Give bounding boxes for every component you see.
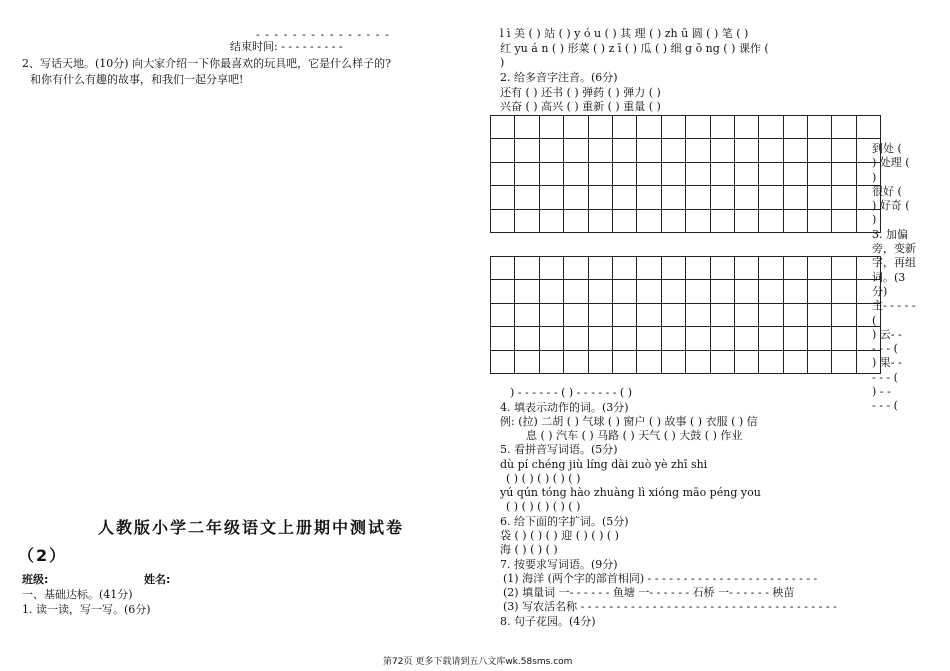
grid-cell xyxy=(612,116,636,139)
grid-cell xyxy=(588,116,612,139)
grid-cell xyxy=(515,139,539,162)
grid-row xyxy=(491,209,881,232)
polyphone-row-1: 还有 ( ) 还书 ( ) 弹药 ( ) 弹力 ( ) xyxy=(500,86,661,99)
grid-cell xyxy=(734,350,758,373)
grid-cell xyxy=(612,257,636,280)
grid-cell xyxy=(661,162,685,185)
grid-cell xyxy=(734,209,758,232)
grid-cell xyxy=(564,139,588,162)
grid-cell xyxy=(515,162,539,185)
grid-cell xyxy=(539,280,563,303)
grid-cell xyxy=(832,327,856,350)
grid-cell xyxy=(491,139,515,162)
grid-row xyxy=(491,257,881,280)
pinyin-words-2: yú qún tóng hào zhuàng lì xióng māo péng you xyxy=(500,486,761,499)
grid-cell xyxy=(783,303,807,326)
grid-cell xyxy=(564,350,588,373)
grid-cell xyxy=(759,139,783,162)
grid-cell xyxy=(588,139,612,162)
grid-cell xyxy=(661,327,685,350)
grid-cell xyxy=(588,303,612,326)
grid-cell xyxy=(710,209,734,232)
polyphone-row-2: 兴奋 ( ) 高兴 ( ) 重新 ( ) 重量 ( ) xyxy=(500,100,661,113)
grid-cell xyxy=(832,186,856,209)
pinyin-words-1: dù pí chéng jiù líng dài zuò yè zhī shi xyxy=(500,458,708,471)
grid-cell xyxy=(710,280,734,303)
answer-blanks-1: ( ) ( ) ( ) ( ) ( ) xyxy=(506,472,581,485)
end-time: 结束时间: - - - - - - - - - xyxy=(230,40,343,53)
grid-cell xyxy=(832,257,856,280)
grid-cell xyxy=(491,327,515,350)
grid-cell xyxy=(564,116,588,139)
side-line: - - - ( xyxy=(872,370,898,384)
grid-cell xyxy=(808,139,832,162)
grid-cell xyxy=(588,162,612,185)
question-1-heading: 1. 读一读，写一写。(6分) xyxy=(22,603,151,616)
grid-cell xyxy=(783,139,807,162)
grid-cell xyxy=(783,186,807,209)
grid-cell xyxy=(539,303,563,326)
grid-cell xyxy=(759,186,783,209)
side-line: 3. 加偏 xyxy=(872,227,908,241)
grid-cell xyxy=(637,303,661,326)
grid-row xyxy=(491,303,881,326)
grid-cell xyxy=(710,186,734,209)
grid-cell xyxy=(759,257,783,280)
side-line: 到处 ( xyxy=(872,142,902,155)
grid-row xyxy=(491,116,881,139)
side-line: ) - - xyxy=(872,385,891,399)
grid-cell xyxy=(710,327,734,350)
grid-cell xyxy=(759,209,783,232)
grid-cell xyxy=(808,350,832,373)
grid-cell xyxy=(539,209,563,232)
grid-cell xyxy=(808,257,832,280)
question-6-row-1: 袋 ( ) ( ) ( ) 迎 ( ) ( ) ( ) xyxy=(500,529,619,542)
grid-cell xyxy=(612,162,636,185)
grid-cell xyxy=(661,116,685,139)
grid-cell xyxy=(564,209,588,232)
grid-row xyxy=(491,280,881,303)
side-column xyxy=(872,142,932,414)
grid-cell xyxy=(710,257,734,280)
grid-cell xyxy=(759,280,783,303)
grid-cell xyxy=(759,162,783,185)
side-line: ) xyxy=(872,213,877,227)
grid-cell xyxy=(539,139,563,162)
grid-cell xyxy=(588,350,612,373)
grid-cell xyxy=(588,257,612,280)
grid-cell xyxy=(637,280,661,303)
grid-cell xyxy=(686,116,710,139)
grid-cell xyxy=(564,327,588,350)
question-2-prompt: 2、写话天地。(10分) 向大家介绍一下你最喜欢的玩具吧，它是什么样子的? xyxy=(22,57,391,70)
grid-cell xyxy=(686,257,710,280)
grid-cell xyxy=(612,303,636,326)
grid-cell xyxy=(491,209,515,232)
question-4-heading: 4. 填表示动作的词。(3分) xyxy=(500,401,629,414)
grid-cell xyxy=(637,186,661,209)
side-line: 分) xyxy=(872,284,888,298)
question-8-heading: 8. 句子花园。(4分) xyxy=(500,615,596,628)
grid-cell xyxy=(661,186,685,209)
side-line: ) xyxy=(872,170,877,184)
grid-cell xyxy=(661,139,685,162)
side-line: ) 果- - xyxy=(872,356,902,370)
grid-cell xyxy=(783,209,807,232)
question-6-heading: 6. 给下面的字扩词。(5分) xyxy=(500,515,629,528)
grid-cell xyxy=(686,209,710,232)
grid-cell xyxy=(734,327,758,350)
grid-cell xyxy=(564,186,588,209)
grid-cell xyxy=(783,350,807,373)
section-1-heading: 一、基础达标。(41分) xyxy=(22,588,133,601)
grid-cell xyxy=(515,280,539,303)
grid-cell xyxy=(515,350,539,373)
side-line: 主- - - - - xyxy=(872,299,916,313)
grid-cell xyxy=(564,303,588,326)
grid-cell xyxy=(832,116,856,139)
grid-cell xyxy=(515,327,539,350)
pinyin-row-1: l ì 美 ( ) 站 ( ) y ó u ( ) 其 理 ( ) zh ū 圆 ( ) 笔 ( ) xyxy=(500,27,749,40)
grid-row xyxy=(491,139,881,162)
question-2-polyphone: 2. 给多音字注音。(6分) xyxy=(500,71,618,84)
grid-cell xyxy=(612,327,636,350)
grid-cell xyxy=(759,327,783,350)
grid-cell xyxy=(734,186,758,209)
side-line: 很好 ( xyxy=(872,184,902,198)
grid-cell xyxy=(710,139,734,162)
grid-cell xyxy=(734,116,758,139)
grid-cell xyxy=(808,280,832,303)
grid-cell xyxy=(686,327,710,350)
pinyin-row-3: ) xyxy=(500,56,505,69)
grid-cell xyxy=(515,303,539,326)
grid-cell xyxy=(637,257,661,280)
page-title: 人教版小学二年级语文上册期中测试卷 xyxy=(98,518,405,537)
grid-row xyxy=(491,350,881,373)
grid-cell xyxy=(783,327,807,350)
grid-cell xyxy=(661,209,685,232)
grid-cell xyxy=(491,162,515,185)
grid-cell xyxy=(808,209,832,232)
grid-cell xyxy=(539,257,563,280)
grid-cell xyxy=(832,209,856,232)
title-number: （2） xyxy=(18,546,68,565)
grid-cell xyxy=(515,257,539,280)
side-line: 词。(3 xyxy=(872,270,906,284)
grid-cell xyxy=(612,186,636,209)
grid-cell xyxy=(637,209,661,232)
side-line: ( xyxy=(872,313,877,327)
grid-cell xyxy=(588,186,612,209)
grid-cell xyxy=(564,280,588,303)
grid-cell xyxy=(783,257,807,280)
page-footer: 第72页 更多下载请到五八文库wk.58sms.com xyxy=(383,657,573,667)
writing-grid-2 xyxy=(490,256,881,374)
grid-cell xyxy=(686,303,710,326)
grid-cell xyxy=(564,257,588,280)
grid-cell xyxy=(832,162,856,185)
grid-cell xyxy=(783,162,807,185)
grid-cell xyxy=(515,209,539,232)
grid-cell xyxy=(832,139,856,162)
grid-cell xyxy=(564,162,588,185)
grid-cell xyxy=(686,350,710,373)
grid-cell xyxy=(759,116,783,139)
grid-cell xyxy=(808,303,832,326)
grid-cell xyxy=(734,280,758,303)
grid-cell xyxy=(539,186,563,209)
grid-cell xyxy=(734,257,758,280)
grid-cell xyxy=(686,280,710,303)
grid-cell xyxy=(686,186,710,209)
grid-cell xyxy=(856,116,880,139)
grid-cell xyxy=(808,162,832,185)
grid-cell xyxy=(491,280,515,303)
grid-cell xyxy=(491,257,515,280)
grid-cell xyxy=(491,303,515,326)
grid-cell xyxy=(710,350,734,373)
top-dashes: - - - - - - - - - - - - - - - xyxy=(256,28,390,41)
name-label: 姓名: xyxy=(144,573,171,586)
grid-cell xyxy=(661,303,685,326)
question-4-row-1: 例: (拉) 二胡 ( ) 气球 ( ) 窗户 ( ) 故事 ( ) 衣服 ( ) 信 xyxy=(500,415,758,428)
grid-cell xyxy=(710,116,734,139)
side-line: 旁，变新 xyxy=(872,242,916,256)
question-7-item-2: (2) 填量词 一- - - - - - 鱼塘 一- - - - - - 石桥 一- - - - - - 秧苗 xyxy=(503,586,795,599)
grid-cell xyxy=(661,280,685,303)
grid-cell xyxy=(612,350,636,373)
side-line: ) 云- - xyxy=(872,327,902,341)
question-7-heading: 7. 按要求写词语。(9分) xyxy=(500,558,618,571)
grid-cell xyxy=(612,209,636,232)
side-line: ) 处理 ( xyxy=(872,156,910,170)
grid-row xyxy=(491,186,881,209)
grid-cell xyxy=(710,162,734,185)
grid-cell xyxy=(759,350,783,373)
grid-cell xyxy=(588,327,612,350)
grid-cell xyxy=(588,209,612,232)
question-7-item-3: (3) 写农活名称 - - - - - - - - - - - - - - - - - - - - - - - - - - - - - - - - - - - - xyxy=(503,600,837,613)
class-label: 班级: xyxy=(22,573,49,586)
grid-cell xyxy=(637,139,661,162)
grid-cell xyxy=(832,303,856,326)
question-5-heading: 5. 看拼音写词语。(5分) xyxy=(500,443,618,456)
grid-cell xyxy=(808,116,832,139)
grid-cell xyxy=(539,327,563,350)
grid-row xyxy=(491,162,881,185)
grid-cell xyxy=(637,327,661,350)
grid-cell xyxy=(539,162,563,185)
grid-cell xyxy=(734,162,758,185)
grid-cell xyxy=(637,162,661,185)
side-line: - - - ( xyxy=(872,342,898,356)
grid-cell xyxy=(637,350,661,373)
answer-blanks-2: ( ) ( ) ( ) ( ) ( ) xyxy=(506,500,581,513)
grid-cell xyxy=(515,186,539,209)
side-line: - - - ( xyxy=(872,399,898,413)
grid-row xyxy=(491,327,881,350)
grid-cell xyxy=(710,303,734,326)
grid-cell xyxy=(686,162,710,185)
pinyin-row-2: 红 yu á n ( ) 形菜 ( ) z ī ( ) 瓜 ( ) 细 g ō ng ( ) 课作 ( xyxy=(500,42,769,55)
grid-cell xyxy=(588,280,612,303)
after-grid-line: ) - - - - - - ( ) - - - - - - ( ) xyxy=(510,386,633,399)
grid-cell xyxy=(686,139,710,162)
question-6-row-2: 海 ( ) ( ) ( ) xyxy=(500,543,558,556)
grid-cell xyxy=(808,186,832,209)
grid-cell xyxy=(491,116,515,139)
grid-cell xyxy=(661,257,685,280)
side-line: 字，再组 xyxy=(872,256,916,270)
question-7-item-1: (1) 海洋 (两个字的部首相同) - - - - - - - - - - - - - - - - - - - - - - - - xyxy=(503,572,818,585)
grid-cell xyxy=(832,350,856,373)
question-2-prompt-cont: 和你有什么有趣的故事，和我们一起分享吧! xyxy=(30,73,244,86)
grid-cell xyxy=(637,116,661,139)
grid-cell xyxy=(759,303,783,326)
grid-cell xyxy=(734,139,758,162)
grid-cell xyxy=(734,303,758,326)
grid-cell xyxy=(491,186,515,209)
grid-cell xyxy=(539,350,563,373)
grid-cell xyxy=(539,116,563,139)
grid-cell xyxy=(515,116,539,139)
grid-cell xyxy=(491,350,515,373)
side-line: ) 好奇 ( xyxy=(872,199,910,213)
grid-cell xyxy=(783,280,807,303)
grid-cell xyxy=(808,327,832,350)
grid-cell xyxy=(612,139,636,162)
grid-cell xyxy=(832,280,856,303)
writing-grid-1 xyxy=(490,115,881,233)
grid-cell xyxy=(612,280,636,303)
grid-cell xyxy=(661,350,685,373)
question-4-row-2: 息 ( ) 汽车 ( ) 马路 ( ) 天气 ( ) 大鼓 ( ) 作业 xyxy=(526,429,743,442)
grid-cell xyxy=(783,116,807,139)
